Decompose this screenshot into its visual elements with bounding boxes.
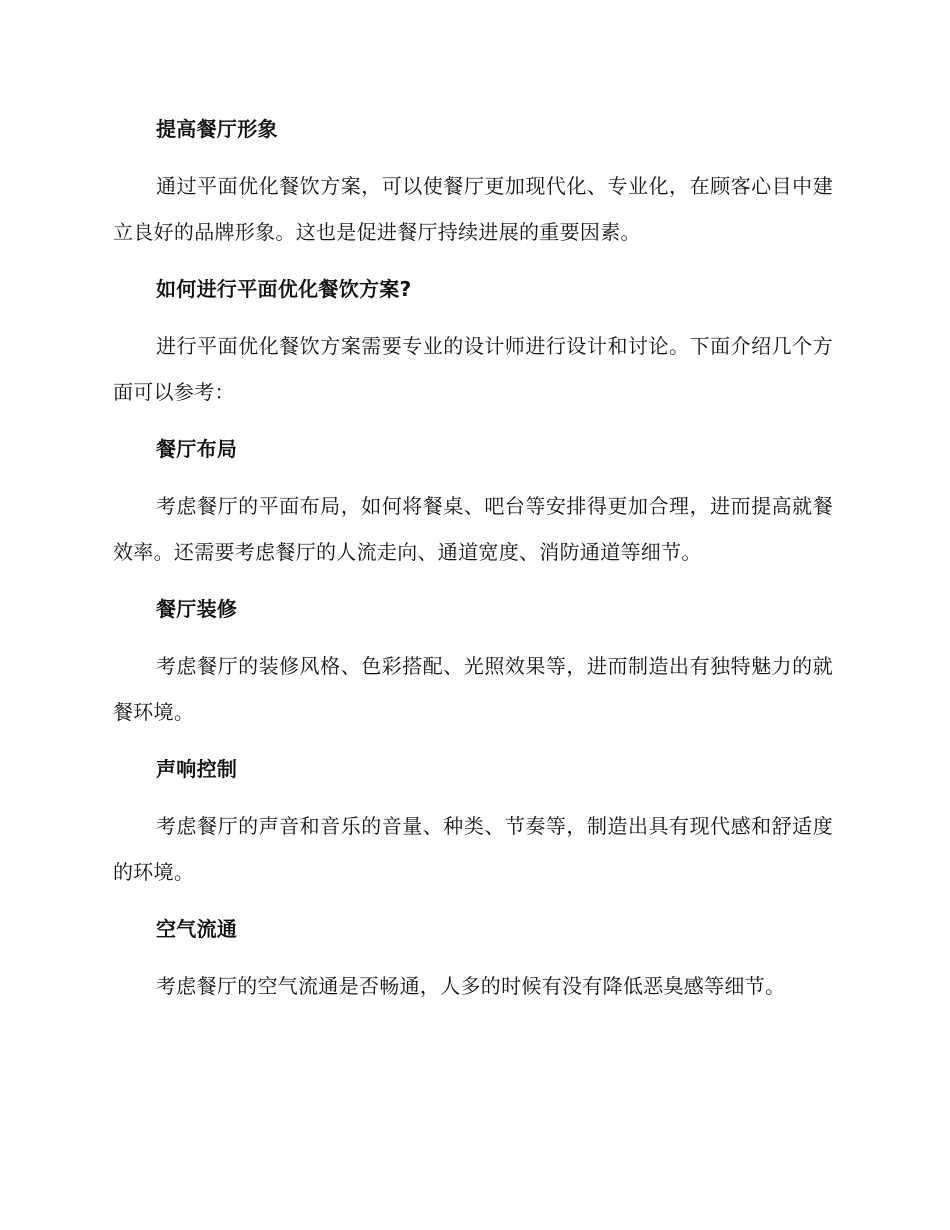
section-heading-restaurant-image: 提高餐厅形象 bbox=[156, 117, 278, 141]
section-paragraph-sound-control: 考虑餐厅的声音和音乐的音量、种类、节奏等，制造出具有现代感和舒适度的环境。 bbox=[113, 814, 833, 884]
section-heading-air-circulation: 空气流通 bbox=[156, 917, 238, 941]
section-heading-how-to-optimize: 如何进行平面优化餐饮方案? bbox=[156, 277, 412, 301]
section-paragraph-layout: 考虑餐厅的平面布局，如何将餐桌、吧台等安排得更加合理，进而提高就餐效率。还需要考虑餐厅的人流走向、通道宽度、消防通道等细节。 bbox=[113, 494, 833, 564]
section-paragraph-decoration: 考虑餐厅的装修风格、色彩搭配、光照效果等，进而制造出有独特魅力的就餐环境。 bbox=[113, 654, 833, 724]
section-heading-sound-control: 声响控制 bbox=[156, 757, 238, 781]
section-paragraph-air-circulation: 考虑餐厅的空气流通是否畅通，人多的时候有没有降低恶臭感等细节。 bbox=[156, 974, 786, 998]
section-heading-layout: 餐厅布局 bbox=[156, 437, 238, 461]
section-heading-decoration: 餐厅装修 bbox=[156, 597, 238, 621]
section-paragraph-how-to-optimize: 进行平面优化餐饮方案需要专业的设计师进行设计和讨论。下面介绍几个方面可以参考： bbox=[113, 334, 833, 404]
section-paragraph-restaurant-image: 通过平面优化餐饮方案，可以使餐厅更加现代化、专业化，在顾客心目中建立良好的品牌形象。这也是促进餐厅持续进展的重要因素。 bbox=[113, 174, 833, 244]
